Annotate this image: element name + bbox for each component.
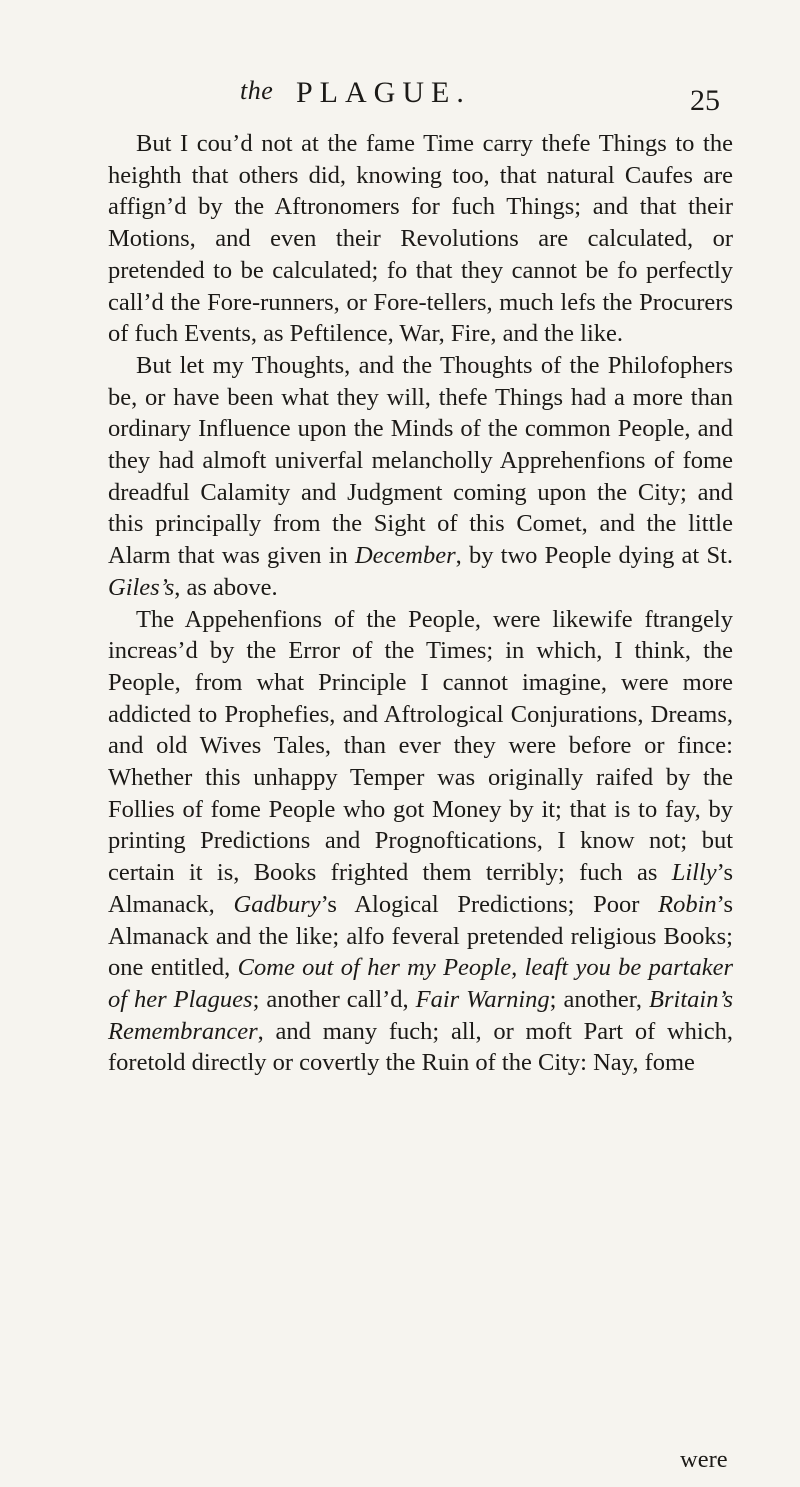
paragraph (108, 604, 733, 1080)
italic-text: Robin (658, 890, 717, 918)
text-run: ; another, (549, 985, 650, 1013)
italic-text: Lilly (671, 859, 717, 887)
text-run: But let my Thoughts, and the Thoughts of the Philofophers be, or have been what they will, thefe Things had a more than ordinary Influence upon the Minds of the common People, and they had almoft univerfal melancholly Apprehenfions of fome dreadful Calamity and Judgment coming upon the City; and this principally from the Sight of this Comet, and the little Alarm that was given in (108, 351, 733, 570)
italic-text: Fair Warning (415, 985, 550, 1013)
running-head-prefix: the (240, 76, 274, 105)
text-run: ’s Almanack, (108, 859, 733, 918)
text-run: ’s Almanack and the like; alfo feveral pretended religious Books; one entitled, (108, 890, 733, 982)
catchword: were (680, 1446, 728, 1473)
text-run: ’s Alogical Predictions; Poor (320, 890, 659, 918)
italic-text: Britain’s Remembrancer (108, 985, 733, 1045)
italic-text: Giles’s (108, 573, 175, 601)
text-run: But I cou’d not at the fame Time carry thefe Things to the heighth that others did, knowing too, that natural Caufes are affign’d by the Aftronomers for fuch Things; and that their Motions, and even their Revolutions are calculated, or pretended to be calculated; fo that they cannot be fo perfectly call’d the Fore-runners, or Fore-tellers, much lefs the Procurers of fuch Events, as Peftilence, War, Fire, and the like. (108, 130, 733, 348)
text-run: , as above. (174, 573, 278, 601)
text-run: , by two People dying at St. (455, 542, 733, 570)
paragraph (108, 128, 733, 350)
paragraph (108, 350, 733, 604)
text-run: The Appehenfions of the People, were likewife ftrangely increas’d by the Error of the Times; in which, I think, the People, from what Principle I cannot imagine, were more addicted to Prophefies, and Aftrological Conjurations, Dreams, and old Wives Tales, than ever they were before or fince: Whether this unhappy Temper was originally raifed by the Follies of fome People who got Money by it; that is to fay, by printing Predictions and Prognoftications, I know not; but certain it is, Books frighted them terribly; fuch as (108, 605, 733, 887)
text-run: ; another call’d, (252, 985, 416, 1013)
italic-text: Come out of her my People, leaft you be partaker of her Plagues (108, 954, 733, 1013)
italic-text: December (354, 542, 456, 570)
running-head (0, 76, 800, 120)
running-head-title: PLAGUE. (296, 76, 471, 109)
page-number: 25 (690, 84, 720, 117)
italic-text: Gadbury (233, 890, 321, 918)
body-text (108, 128, 733, 1079)
text-run: , and many fuch; all, or moft Part of which, foretold directly or covertly the Ruin of the City: Nay, fome (108, 1017, 733, 1077)
